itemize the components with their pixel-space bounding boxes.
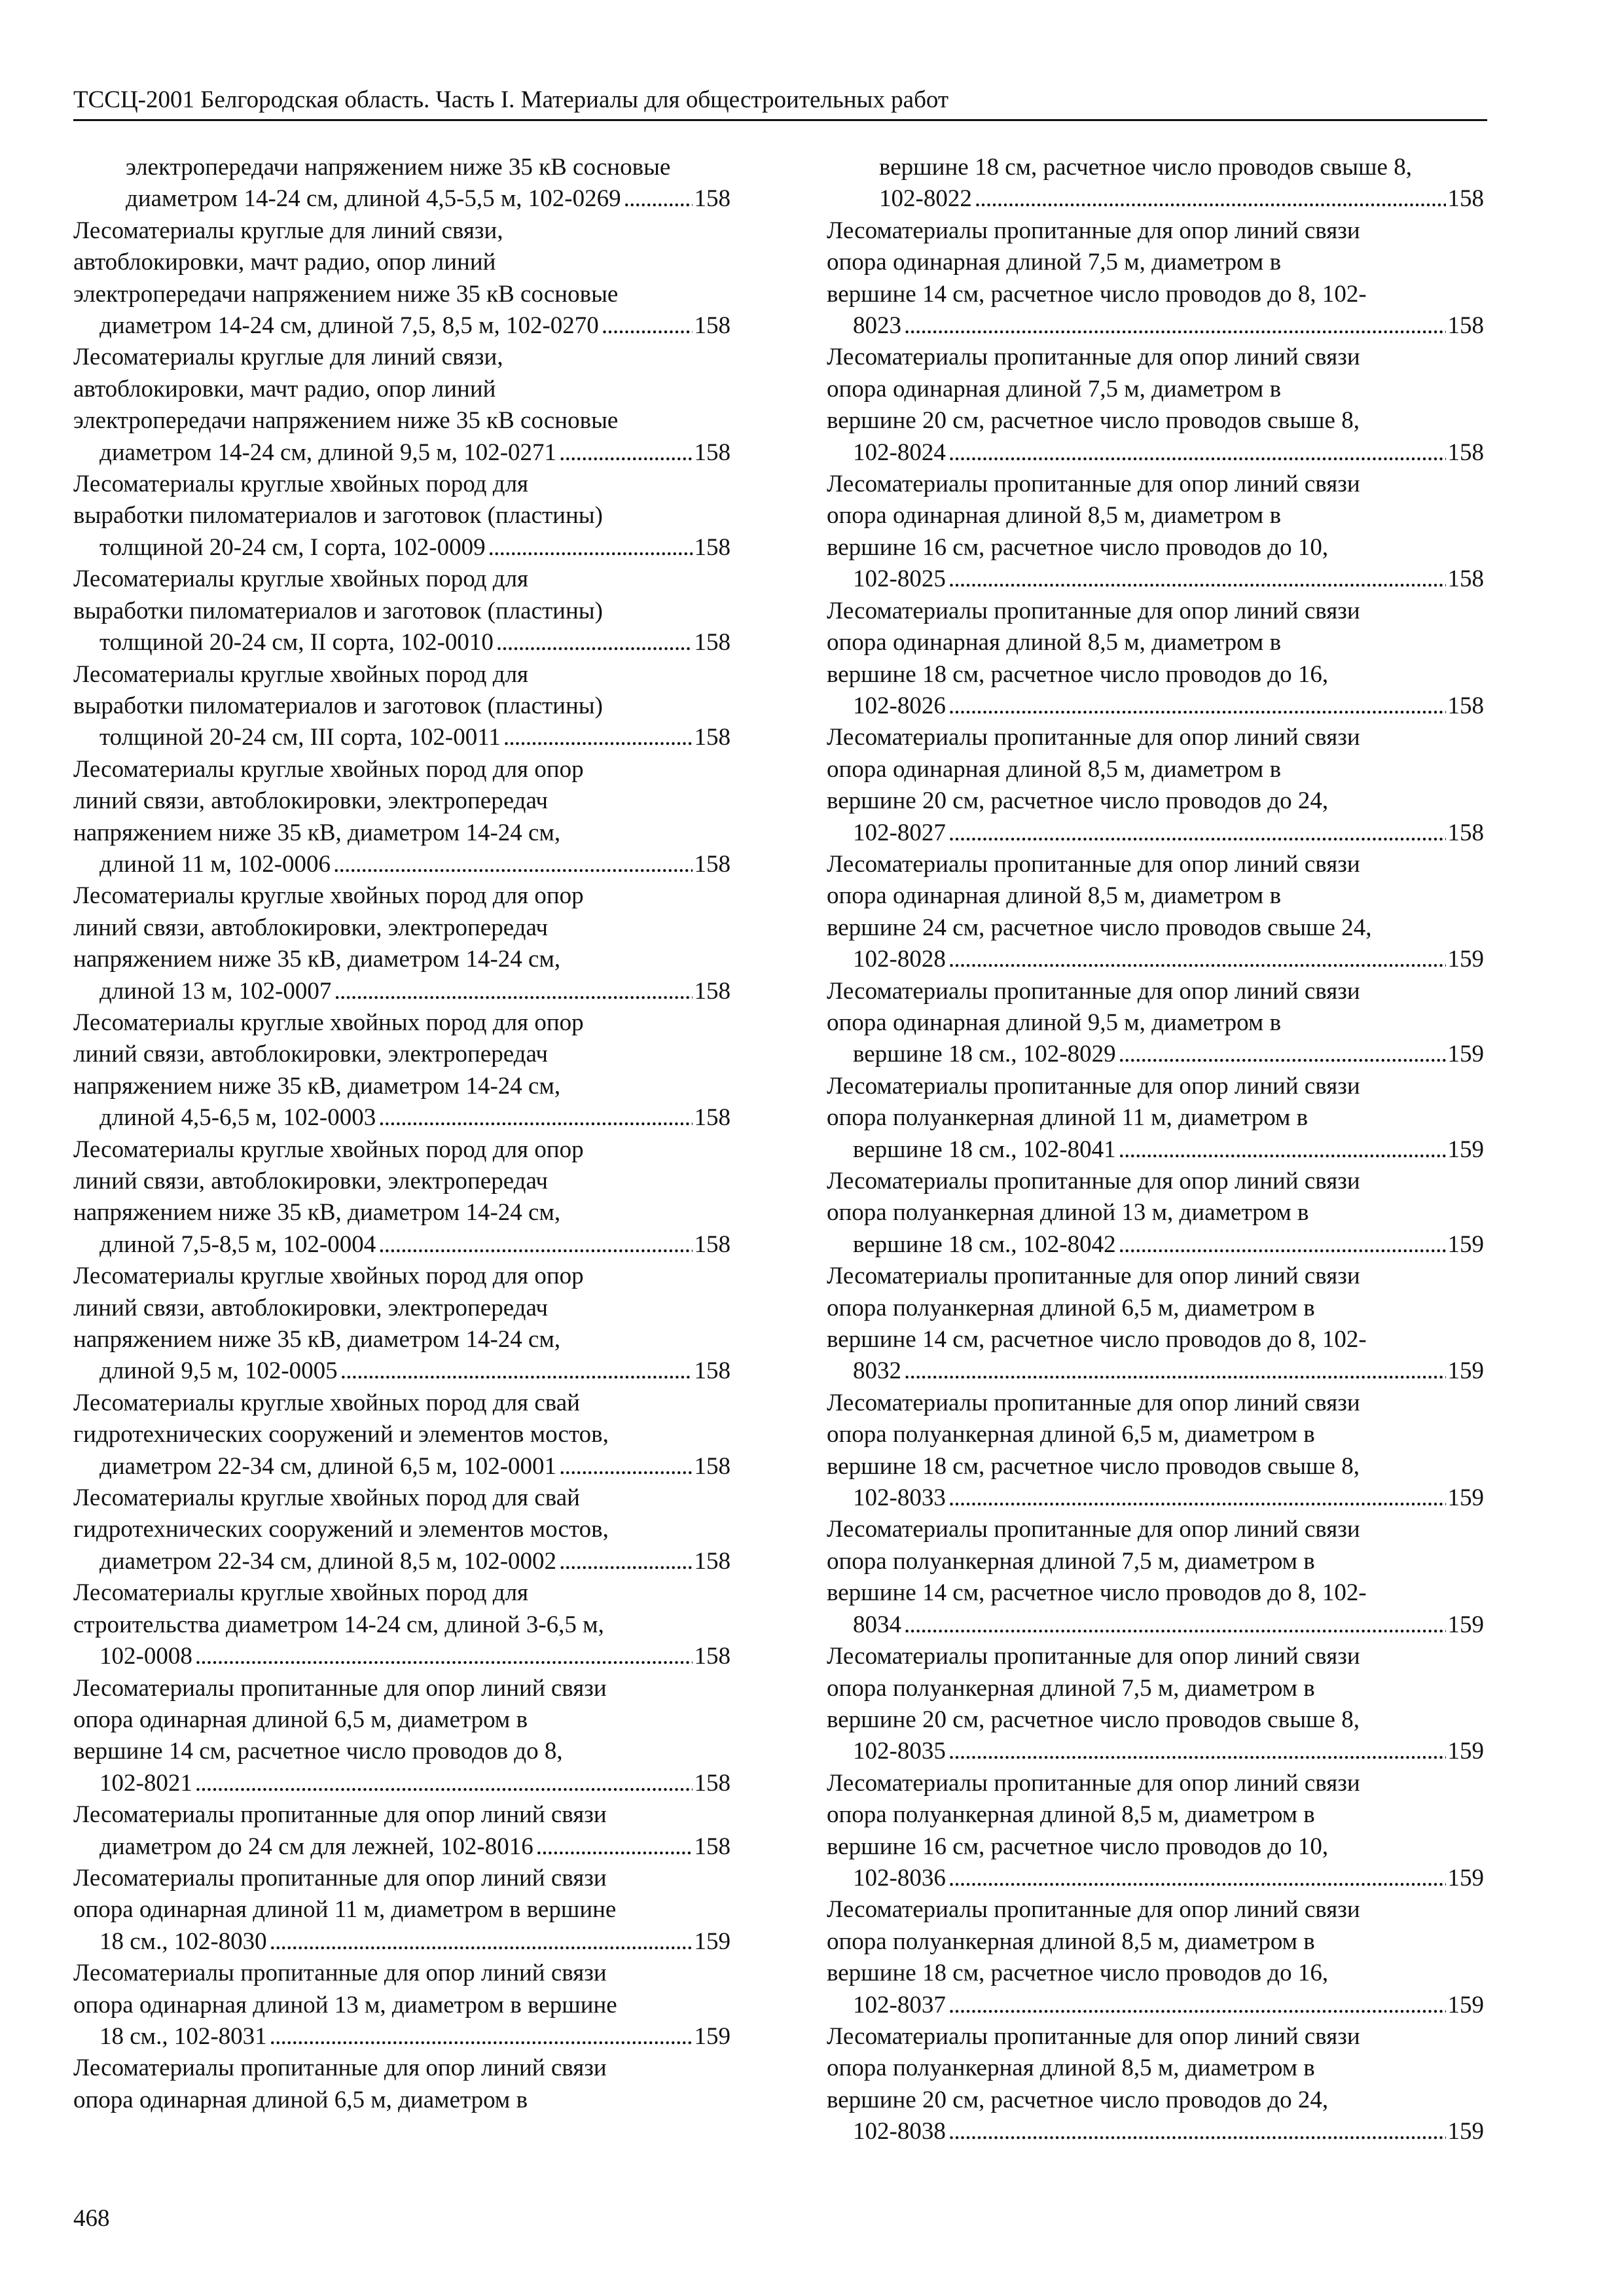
index-entry-code: 102-8027	[853, 819, 946, 846]
index-entry-line: опора одинарная длиной 6,5 м, диаметром в	[73, 2086, 528, 2113]
dot-leader	[948, 564, 1446, 595]
index-entry-code: 102-8036	[853, 1864, 946, 1892]
index-entry-line: линий связи, автоблокировки, электропередач	[73, 787, 549, 815]
index-entry-code: длиной 13 м, 102-0007	[99, 977, 332, 1005]
index-entry	[73, 342, 731, 469]
index-entry-line: вершине 18 см, расчетное число проводов до 16,	[827, 1960, 1329, 1987]
index-column-left	[73, 152, 731, 2116]
index-entry-line: напряжением ниже 35 кВ, диаметром 14-24 см,	[73, 819, 561, 846]
index-entry-line: Лесоматериалы пропитанные для опор линий связи	[827, 1072, 1360, 1100]
index-entry-line: вершине 20 см, расчетное число проводов свыше 8,	[827, 407, 1360, 435]
index-entry	[73, 1799, 731, 1863]
index-entry-page: 159	[1447, 1357, 1484, 1385]
index-entry-line: Лесоматериалы пропитанные для опор линий связи	[73, 1674, 607, 1702]
index-entry-page: 158	[694, 629, 731, 656]
index-entry-page: 159	[1447, 1230, 1484, 1258]
index-entry	[73, 564, 731, 658]
index-entry-page: 158	[694, 1230, 731, 1258]
index-entry-line: опора одинарная длиной 7,5 м, диаметром в	[827, 249, 1282, 276]
index-entry-code: 8023	[853, 312, 901, 340]
index-entry-line: Лесоматериалы пропитанные для опор линий связи	[827, 1643, 1360, 1670]
dot-leader	[1119, 1134, 1446, 1166]
index-entry-code: диаметром 22-34 см, длиной 6,5 м, 102-0001	[99, 1452, 557, 1480]
index-entry-page: 158	[694, 1452, 731, 1480]
index-entry-page: 158	[694, 1104, 731, 1132]
index-entry-line: вершине 18 см, расчетное число проводов до 16,	[827, 660, 1329, 688]
index-entry-line: вершине 16 см, расчетное число проводов до 10,	[827, 533, 1329, 561]
dot-leader	[948, 817, 1446, 849]
index-entry-code: 18 см., 102-8031	[99, 2022, 267, 2050]
index-entry-line: Лесоматериалы пропитанные для опор линий связи	[827, 1516, 1360, 1543]
dot-leader	[195, 1768, 693, 1799]
index-entry-line: электропередачи напряжением ниже 35 кВ сосновые	[73, 407, 619, 435]
index-entry-line: Лесоматериалы круглые для линий связи,	[73, 217, 503, 244]
index-entry-code: 102-8028	[853, 946, 946, 973]
index-entry	[73, 1482, 731, 1577]
index-entry-line: опора одинарная длиной 8,5 м, диаметром в	[827, 882, 1282, 910]
index-entry-line: строительства диаметром 14-24 см, длиной 3-6,5 м,	[73, 1611, 604, 1638]
index-entry-line: опора полуанкерная длиной 6,5 м, диаметром в	[827, 1294, 1315, 1321]
index-entry-line: вершине 14 см, расчетное число проводов до 8,	[73, 1738, 563, 1765]
index-entry-code: диаметром до 24 см для лежней, 102-8016	[99, 1833, 533, 1860]
dot-leader	[378, 1229, 692, 1261]
index-entry	[73, 1134, 731, 1261]
index-entry-line: линий связи, автоблокировки, электропередач	[73, 1041, 549, 1068]
index-entry-code: 102-8035	[853, 1738, 946, 1765]
index-entry-page: 158	[694, 185, 731, 213]
index-entry-line: гидротехнических сооружений и элементов мостов,	[73, 1421, 609, 1448]
dot-leader	[948, 1736, 1446, 1767]
index-entry-page: 158	[1447, 439, 1484, 466]
index-entry	[73, 1958, 731, 2053]
index-entry-page: 158	[694, 1357, 731, 1385]
index-entry-line: опора одинарная длиной 8,5 м, диаметром в	[827, 629, 1282, 656]
index-entry-line: Лесоматериалы пропитанные для опор линий связи	[827, 471, 1360, 498]
index-entry-line: Лесоматериалы круглые хвойных пород для	[73, 1579, 529, 1607]
index-entry	[73, 152, 731, 215]
index-entry	[827, 342, 1484, 469]
index-entry-page: 159	[1447, 1864, 1484, 1892]
page-number: 468	[73, 2205, 110, 2232]
index-entry-line: Лесоматериалы круглые хвойных пород для свай	[73, 1484, 580, 1512]
index-entry	[827, 1894, 1484, 2021]
index-entry-page: 158	[694, 977, 731, 1005]
index-entry-line: Лесоматериалы пропитанные для опор линий связи	[827, 1896, 1360, 1924]
index-entry	[73, 1388, 731, 1482]
index-entry-page: 158	[694, 533, 731, 561]
index-entry-line: Лесоматериалы пропитанные для опор линий связи	[827, 1389, 1360, 1416]
index-entry	[73, 469, 731, 564]
index-entry-line: напряжением ниже 35 кВ, диаметром 14-24 см,	[73, 946, 561, 973]
index-entry-line: Лесоматериалы пропитанные для опор линий связи	[827, 850, 1360, 878]
index-entry-code: диаметром 22-34 см, длиной 8,5 м, 102-0002	[99, 1547, 557, 1575]
index-entry	[73, 215, 731, 342]
index-entry	[73, 754, 731, 881]
index-entry-line: опора одинарная длиной 11 м, диаметром в вершине	[73, 1896, 617, 1924]
dot-leader	[378, 1102, 692, 1134]
dot-leader	[975, 183, 1446, 215]
index-entry-code: 102-8022	[879, 185, 972, 213]
index-entry	[73, 880, 731, 1007]
index-entry-line: гидротехнических сооружений и элементов мостов,	[73, 1516, 609, 1543]
index-entry	[827, 2021, 1484, 2148]
index-entry-page: 159	[694, 1928, 731, 1955]
index-entry	[827, 152, 1484, 215]
index-entry-line: опора одинарная длиной 7,5 м, диаметром в	[827, 375, 1282, 403]
index-entry-line: Лесоматериалы пропитанные для опор линий связи	[827, 1769, 1360, 1797]
index-entry-line: автоблокировки, мачт радио, опор линий	[73, 375, 496, 403]
dot-leader	[624, 183, 693, 215]
index-entry-line: Лесоматериалы пропитанные для опор линий связи	[827, 1168, 1360, 1194]
index-entry	[827, 1768, 1484, 1895]
dot-leader	[948, 437, 1446, 469]
index-entry-page: 158	[694, 1547, 731, 1575]
index-entry-line: вершине 18 см, расчетное число проводов свыше 8,	[827, 1452, 1360, 1480]
index-entry-page: 158	[1447, 312, 1484, 340]
running-header: ТССЦ-2001 Белгородская область. Часть I. Материалы для общестроительных работ	[73, 84, 1487, 121]
index-entry-code: 8034	[853, 1611, 901, 1638]
index-entry-line: Лесоматериалы пропитанные для опор линий связи	[827, 597, 1360, 624]
dot-leader	[948, 944, 1446, 975]
dot-leader	[536, 1831, 693, 1863]
index-entry-line: опора полуанкерная длиной 7,5 м, диаметром в	[827, 1674, 1315, 1702]
dot-leader	[602, 310, 693, 342]
index-entry-line: Лесоматериалы круглые хвойных пород для	[73, 660, 529, 688]
index-entry-page: 159	[1447, 1991, 1484, 2018]
index-entry-line: опора одинарная длиной 6,5 м, диаметром в	[73, 1706, 528, 1733]
index-entry	[73, 1007, 731, 1134]
dot-leader	[904, 310, 1446, 342]
dot-leader	[503, 722, 693, 753]
dot-leader	[1119, 1229, 1446, 1261]
index-entry-line: вершине 14 см, расчетное число проводов до 8, 102-	[827, 1579, 1367, 1607]
index-entry-code: 102-0008	[99, 1643, 192, 1670]
index-entry-line: Лесоматериалы пропитанные для опор линий связи	[73, 1801, 607, 1829]
index-entry-page: 159	[1447, 1611, 1484, 1638]
index-entry-page: 159	[1447, 1484, 1484, 1512]
index-entry-line: автоблокировки, мачт радио, опор линий	[73, 249, 496, 276]
index-entry-line: Лесоматериалы круглые хвойных пород для опор	[73, 1136, 584, 1163]
index-entry-line: вершине 16 см, расчетное число проводов до 10,	[827, 1833, 1329, 1860]
index-entry-line: вершине 18 см, расчетное число проводов свыше 8,	[879, 154, 1412, 181]
index-entry-line: Лесоматериалы пропитанные для опор линий связи	[827, 724, 1360, 751]
index-entry	[73, 1863, 731, 1958]
index-entry-code: 18 см., 102-8030	[99, 1928, 267, 1955]
index-entry-page: 159	[1447, 2118, 1484, 2145]
index-entry-code: толщиной 20-24 см, I сорта, 102-0009	[99, 533, 486, 561]
index-entry	[827, 1641, 1484, 1768]
index-entry	[827, 1514, 1484, 1641]
dot-leader	[948, 691, 1446, 722]
index-entry-code: 102-8021	[99, 1769, 192, 1797]
index-entry-code: длиной 11 м, 102-0006	[99, 850, 331, 878]
index-entry-code: 102-8024	[853, 439, 946, 466]
index-entry-page: 158	[694, 724, 731, 751]
index-entry-page: 159	[1447, 1136, 1484, 1163]
index-entry-line: вершине 20 см, расчетное число проводов до 24,	[827, 2086, 1329, 2113]
index-entry-page: 159	[1447, 946, 1484, 973]
index-entry	[73, 659, 731, 754]
index-entry-line: опора полуанкерная длиной 7,5 м, диаметром в	[827, 1547, 1315, 1575]
index-entry-page: 158	[694, 1769, 731, 1797]
index-entry-page: 158	[1447, 692, 1484, 719]
index-entry-code: длиной 7,5-8,5 м, 102-0004	[99, 1230, 376, 1258]
index-entry-line: выработки пиломатериалов и заготовок (пластины)	[73, 597, 603, 624]
index-entry-line: напряжением ниже 35 кВ, диаметром 14-24 см,	[73, 1072, 561, 1100]
index-entry	[827, 1166, 1484, 1261]
dot-leader	[948, 1482, 1446, 1514]
index-entry-code: 102-8033	[853, 1484, 946, 1512]
index-entry-page: 158	[1447, 565, 1484, 593]
dot-leader	[904, 1355, 1446, 1387]
index-entry-line: Лесоматериалы пропитанные для опор линий связи	[827, 1263, 1360, 1290]
index-entry-line: вершине 20 см, расчетное число проводов свыше 8,	[827, 1706, 1360, 1733]
index-entry	[73, 2053, 731, 2116]
index-entry	[827, 469, 1484, 596]
index-entry-line: Лесоматериалы пропитанные для опор линий связи	[827, 344, 1360, 371]
index-entry-line: опора полуанкерная длиной 11 м, диаметром в	[827, 1104, 1308, 1132]
index-entry-line: опора полуанкерная длиной 6,5 м, диаметром в	[827, 1421, 1315, 1448]
index-entry	[827, 1261, 1484, 1388]
dot-leader	[270, 1926, 693, 1958]
index-entry	[827, 722, 1484, 849]
index-entry-line: Лесоматериалы круглые хвойных пород для свай	[73, 1389, 580, 1416]
index-entry-page: 158	[1447, 819, 1484, 846]
dot-leader	[270, 2021, 693, 2053]
dot-leader	[1119, 1039, 1446, 1070]
dot-leader	[559, 437, 692, 469]
index-entry-line: вершине 24 см, расчетное число проводов свыше 24,	[827, 914, 1372, 941]
index-entry-line: напряжением ниже 35 кВ, диаметром 14-24 см,	[73, 1326, 561, 1354]
index-entry	[827, 976, 1484, 1071]
index-entry-code: 102-8025	[853, 565, 946, 593]
index-entry-code: толщиной 20-24 см, III сорта, 102-0011	[99, 724, 501, 751]
index-entry-line: опора полуанкерная длиной 8,5 м, диаметром в	[827, 2054, 1315, 2082]
index-entry-code: вершине 18 см., 102-8042	[853, 1230, 1116, 1258]
index-entry-line: опора одинарная длиной 8,5 м, диаметром в	[827, 755, 1282, 783]
dot-leader	[904, 1609, 1446, 1641]
index-entry-page: 158	[694, 312, 731, 340]
index-entry-line: Лесоматериалы пропитанные для опор линий связи	[827, 977, 1360, 1005]
index-entry-line: опора полуанкерная длиной 13 м, диаметром в	[827, 1199, 1309, 1227]
index-entry-code: толщиной 20-24 см, II сорта, 102-0010	[99, 629, 494, 656]
index-entry-code: 8032	[853, 1357, 901, 1385]
index-entry	[827, 1071, 1484, 1166]
index-entry-line: Лесоматериалы пропитанные для опор линий связи	[73, 1960, 607, 1987]
index-entry-line: Лесоматериалы круглые хвойных пород для	[73, 471, 529, 498]
index-entry-page: 158	[694, 439, 731, 466]
index-entry	[827, 215, 1484, 342]
dot-leader	[559, 1451, 692, 1482]
index-entry-page: 158	[694, 850, 731, 878]
index-entry-code: длиной 4,5-6,5 м, 102-0003	[99, 1104, 376, 1132]
dot-leader	[948, 2116, 1446, 2147]
index-entry-code: 102-8037	[853, 1991, 946, 2018]
index-entry-code: длиной 9,5 м, 102-0005	[99, 1357, 338, 1385]
dot-leader	[195, 1641, 693, 1672]
index-entry	[827, 1388, 1484, 1515]
dot-leader	[333, 849, 692, 880]
index-entry	[73, 1577, 731, 1672]
index-entry-line: вершине 14 см, расчетное число проводов до 8, 102-	[827, 280, 1367, 308]
index-entry-line: опора полуанкерная длиной 8,5 м, диаметром в	[827, 1928, 1315, 1955]
dot-leader	[340, 1355, 693, 1387]
index-entry-line: Лесоматериалы пропитанные для опор линий связи	[827, 217, 1360, 244]
index-entry-line: Лесоматериалы круглые хвойных пород для	[73, 565, 529, 593]
index-entry-page: 158	[694, 1643, 731, 1670]
index-entry-line: Лесоматериалы пропитанные для опор линий связи	[73, 1864, 607, 1892]
index-entry-line: линий связи, автоблокировки, электропередач	[73, 1168, 549, 1194]
dot-leader	[948, 1863, 1446, 1894]
index-entry-line: линий связи, автоблокировки, электропередач	[73, 914, 549, 941]
dot-leader	[488, 532, 693, 564]
index-entry-line: Лесоматериалы круглые хвойных пород для опор	[73, 1263, 584, 1290]
index-entry-code: вершине 18 см., 102-8029	[853, 1041, 1116, 1068]
dot-leader	[334, 976, 692, 1007]
index-entry-code: диаметром 14-24 см, длиной 9,5 м, 102-0271	[99, 439, 557, 466]
index-entry-line: опора полуанкерная длиной 8,5 м, диаметром в	[827, 1801, 1315, 1829]
index-entry-code: 102-8026	[853, 692, 946, 719]
index-entry-line: Лесоматериалы круглые хвойных пород для опор	[73, 1009, 584, 1036]
index-entry-line: Лесоматериалы круглые для линий связи,	[73, 344, 503, 371]
index-entry-line: Лесоматериалы круглые хвойных пород для опор	[73, 755, 584, 783]
dot-leader	[948, 1990, 1446, 2021]
index-entry-code: вершине 18 см., 102-8041	[853, 1136, 1116, 1163]
dot-leader	[559, 1546, 692, 1577]
index-column-right	[827, 152, 1484, 2148]
index-entry-line: Лесоматериалы пропитанные для опор линий связи	[73, 2054, 607, 2082]
index-entry-line: линий связи, автоблокировки, электропередач	[73, 1294, 549, 1321]
dot-leader	[496, 627, 693, 658]
index-entry-line: выработки пиломатериалов и заготовок (пластины)	[73, 502, 603, 529]
index-entry-code: диаметром 14-24 см, длиной 4,5-5,5 м, 102-0269	[126, 185, 621, 213]
index-entry-line: вершине 20 см, расчетное число проводов до 24,	[827, 787, 1329, 815]
index-entry-page: 158	[694, 1833, 731, 1860]
index-entry	[827, 849, 1484, 976]
index-entry-page: 158	[1447, 185, 1484, 213]
index-entry-line: электропередачи напряжением ниже 35 кВ сосновые	[126, 154, 671, 181]
index-entry	[73, 1261, 731, 1388]
index-entry-line: Лесоматериалы круглые хвойных пород для опор	[73, 882, 584, 910]
index-entry-code: 102-8038	[853, 2118, 946, 2145]
index-entry-page: 159	[1447, 1041, 1484, 1068]
index-entry-line: Лесоматериалы пропитанные для опор линий связи	[827, 2022, 1360, 2050]
index-entry-line: напряжением ниже 35 кВ, диаметром 14-24 см,	[73, 1199, 561, 1227]
index-entry-line: опора одинарная длиной 9,5 м, диаметром в	[827, 1009, 1282, 1036]
index-entry-line: вершине 14 см, расчетное число проводов до 8, 102-	[827, 1326, 1367, 1354]
index-entry-page: 159	[1447, 1738, 1484, 1765]
index-entry-line: опора одинарная длиной 13 м, диаметром в вершине	[73, 1991, 617, 2018]
index-entry-line: электропередачи напряжением ниже 35 кВ сосновые	[73, 280, 619, 308]
index-entry-line: опора одинарная длиной 8,5 м, диаметром в	[827, 502, 1282, 529]
index-entry-code: диаметром 14-24 см, длиной 7,5, 8,5 м, 102-0270	[99, 312, 599, 340]
index-entry-line: выработки пиломатериалов и заготовок (пластины)	[73, 692, 603, 719]
index-entry	[73, 1673, 731, 1800]
index-entry	[827, 596, 1484, 723]
index-entry-page: 159	[694, 2022, 731, 2050]
